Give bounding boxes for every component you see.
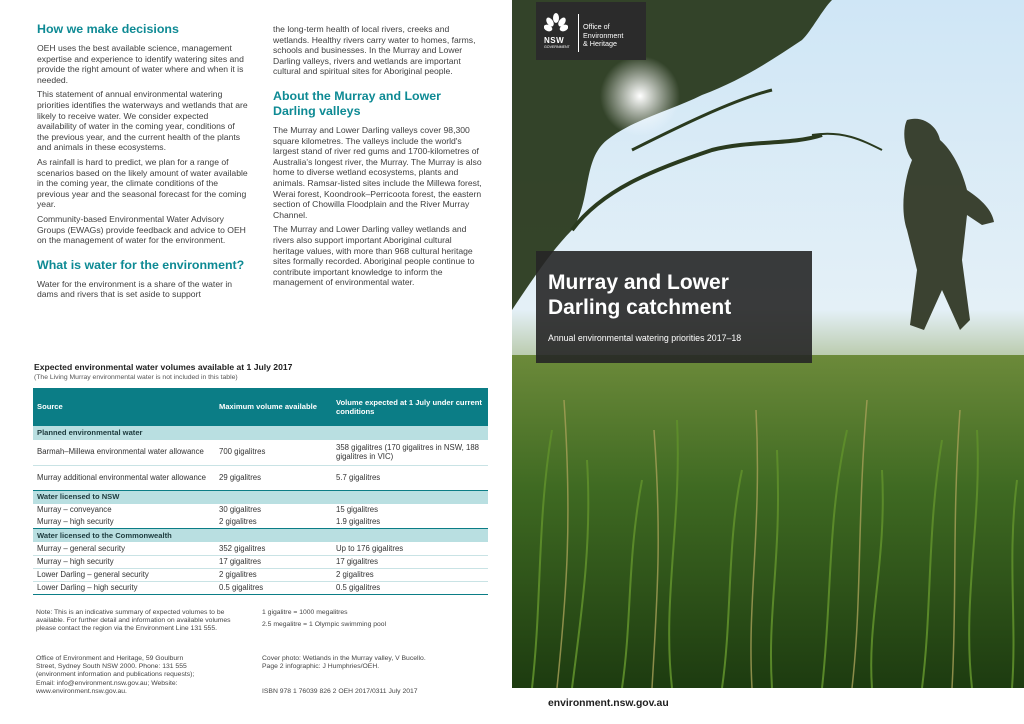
- group-label: Water licensed to the Commonwealth: [33, 528, 488, 542]
- group-label: Water licensed to NSW: [33, 490, 488, 504]
- nsw-government-logo: [536, 2, 646, 60]
- table-cell: 2 gigalitres: [215, 568, 332, 581]
- table-cell: 0.5 gigalitres: [332, 581, 488, 594]
- heading-what-is-water-for-environment: What is water for the environment?: [37, 257, 245, 272]
- logo-office-line: Office of: [583, 22, 610, 31]
- table-cell: 700 gigalitres: [215, 440, 332, 465]
- logo-office-line: Environment: [583, 30, 624, 40]
- paragraph: Water for the environment is a share of the water in dams and rivers that is set aside to support: [37, 278, 233, 300]
- website-url[interactable]: environment.nsw.gov.au: [548, 698, 669, 709]
- table-cell: Murray – high security: [33, 516, 215, 528]
- heading-how-we-make-decisions: How we make decisions: [37, 22, 179, 36]
- paragraph: the long-term health of local rivers, creeks and wetlands. Healthy rivers carry water to homes, farms, schools and businesses. In the Murray and Lower Darling valleys, rivers and wetlands are important cultural and spiritual sites for Aboriginal people.: [273, 24, 476, 77]
- group-label: Planned environmental water: [33, 426, 488, 440]
- cover-title: [548, 270, 731, 320]
- paragraph: The Murray and Lower Darling valleys cover 98,300 square kilometres. The valleys include the world's largest stand of river red gums and 1700-kilometres of Australia's longest river, the Murray. The Murray is also home to diverse wetland ecosystems, plants and animals. Ramsar-listed sites include the Millewa forest, Werai forest, Koondrook–Perricoota forest, the eastern section of Chowilla Floodplain and the River Murray Channel.: [273, 124, 482, 220]
- table-cell: 15 gigalitres: [336, 505, 379, 515]
- table-cell: Murray additional environmental water allowance: [33, 465, 215, 490]
- logo-nsw: NSW: [544, 36, 565, 45]
- table-cell: 5.7 gigalitres: [332, 465, 488, 490]
- table-title: Expected environmental water volumes available at 1 July 2017: [34, 362, 293, 372]
- logo-government: GOVERNMENT: [544, 45, 570, 49]
- table-row: [33, 542, 488, 555]
- text-column-1: [37, 22, 249, 304]
- table-cell: 352 gigalitres: [215, 542, 332, 555]
- table-row: [33, 465, 488, 490]
- table-cell: 29 gigalitres: [215, 465, 332, 490]
- table-cell: Murray – high security: [33, 555, 215, 568]
- logo-office-line: & Heritage: [583, 39, 617, 49]
- address-block: Office of Environment and Heritage, 59 Goulburn Street, Sydney South NSW 2000. Phone: 131 555 (environment information and publications requests); Email: info@environment.nsw.gov.au; Website: www.environment.nsw.gov.au.: [36, 655, 195, 695]
- table-cell: Lower Darling – general security: [33, 568, 215, 581]
- table-group-row: [33, 528, 488, 542]
- table-row: [33, 504, 488, 516]
- logo-divider: [578, 14, 579, 52]
- cover-subtitle: Annual environmental watering priorities 2017–18: [548, 333, 742, 343]
- cover-title-box: [536, 251, 812, 363]
- table-row: [33, 581, 488, 594]
- table-cell: Murray – conveyance: [37, 505, 112, 515]
- units-line-1: 1 gigalitre = 1000 megalitres: [262, 609, 348, 616]
- text-column-2: [273, 24, 485, 292]
- paragraph: As rainfall is hard to predict, we plan for a range of scenarios based on the likely amount of water available in the coming year, the climate conditions of the previous year and the seasonal forecast for the coming year.: [37, 156, 248, 210]
- table-cell: 358 gigalitres (170 gigalitres in NSW, 188 gigalitres in VIC): [332, 440, 488, 465]
- paragraph: This statement of annual environmental watering priorities identifies the waterways and wetlands that are likely to receive water. We consider expected availability of water in the coming year, conditions of the previous year, and the current health of the plants and animals in these ecosystems.: [37, 89, 248, 153]
- paragraph: The Murray and Lower Darling valley wetlands and rivers also support important Aboriginal cultural heritage values, with more than 968 cultural heritage sites formally recorded. Aboriginal people continue to contribute important knowledge to inform the management of environmental water.: [273, 224, 475, 288]
- table-row: [33, 440, 488, 465]
- waratah-icon: [544, 12, 568, 34]
- table-cell: Murray – general security: [33, 542, 215, 555]
- paragraph: OEH uses the best available science, management expertise and experience to identify watering sites and provide the right amount of water where and when it is needed.: [37, 43, 244, 85]
- table-header-row: [33, 388, 488, 426]
- photo-credit: Cover photo: Wetlands in the Murray valley, V Bucello. Page 2 infographic: J Humphries/OEH.: [262, 655, 426, 671]
- table-cell: Lower Darling – high security: [33, 581, 215, 594]
- column-header: Maximum volume available: [215, 388, 332, 426]
- table-cell: 1.9 gigalitres: [332, 516, 488, 528]
- table-cell: 30 gigalitres: [219, 505, 262, 515]
- table-row: [33, 555, 488, 568]
- column-header: Source: [33, 388, 215, 426]
- isbn-line: ISBN 978 1 76039 826 2 OEH 2017/0311 July 2017: [262, 688, 418, 695]
- table-cell: Barmah–Millewa environmental water allowance: [33, 440, 215, 465]
- table-cell: Up to 176 gigalitres: [332, 542, 488, 555]
- table-row: [33, 568, 488, 581]
- table-cell: 17 gigalitres: [332, 555, 488, 568]
- water-volumes-table: [33, 388, 488, 595]
- table-group-row: [33, 426, 488, 440]
- cover-title-line: Darling catchment: [548, 296, 732, 319]
- paragraph: Community-based Environmental Water Advisory Groups (EWAGs) provide feedback and advice to OEH on the management of water for the environment.: [37, 213, 246, 246]
- table-note: Note: This is an indicative summary of expected volumes to be available. For further detail and information on available volumes please contact the region via the Environment Line 131 555.: [36, 609, 231, 633]
- cover-title-line: Murray and Lower: [548, 271, 729, 294]
- table-row: [33, 516, 488, 528]
- heading-about-murray-lower-darling: About the Murray and Lower Darling valleys: [273, 88, 441, 118]
- table-cell: 2 gigalitres: [215, 516, 332, 528]
- table-cell: 0.5 gigalitres: [215, 581, 332, 594]
- cover-page: [512, 0, 1024, 724]
- units-line-2: 2.5 megalitre = 1 Olympic swimming pool: [262, 621, 387, 628]
- table-subtitle: (The Living Murray environmental water is not included in this table): [34, 374, 238, 381]
- column-header: Volume expected at 1 July under current conditions: [332, 388, 488, 426]
- logo-office-text: [583, 23, 623, 49]
- table-cell: 2 gigalitres: [332, 568, 488, 581]
- table-cell: 17 gigalitres: [215, 555, 332, 568]
- table-group-row: [33, 490, 488, 504]
